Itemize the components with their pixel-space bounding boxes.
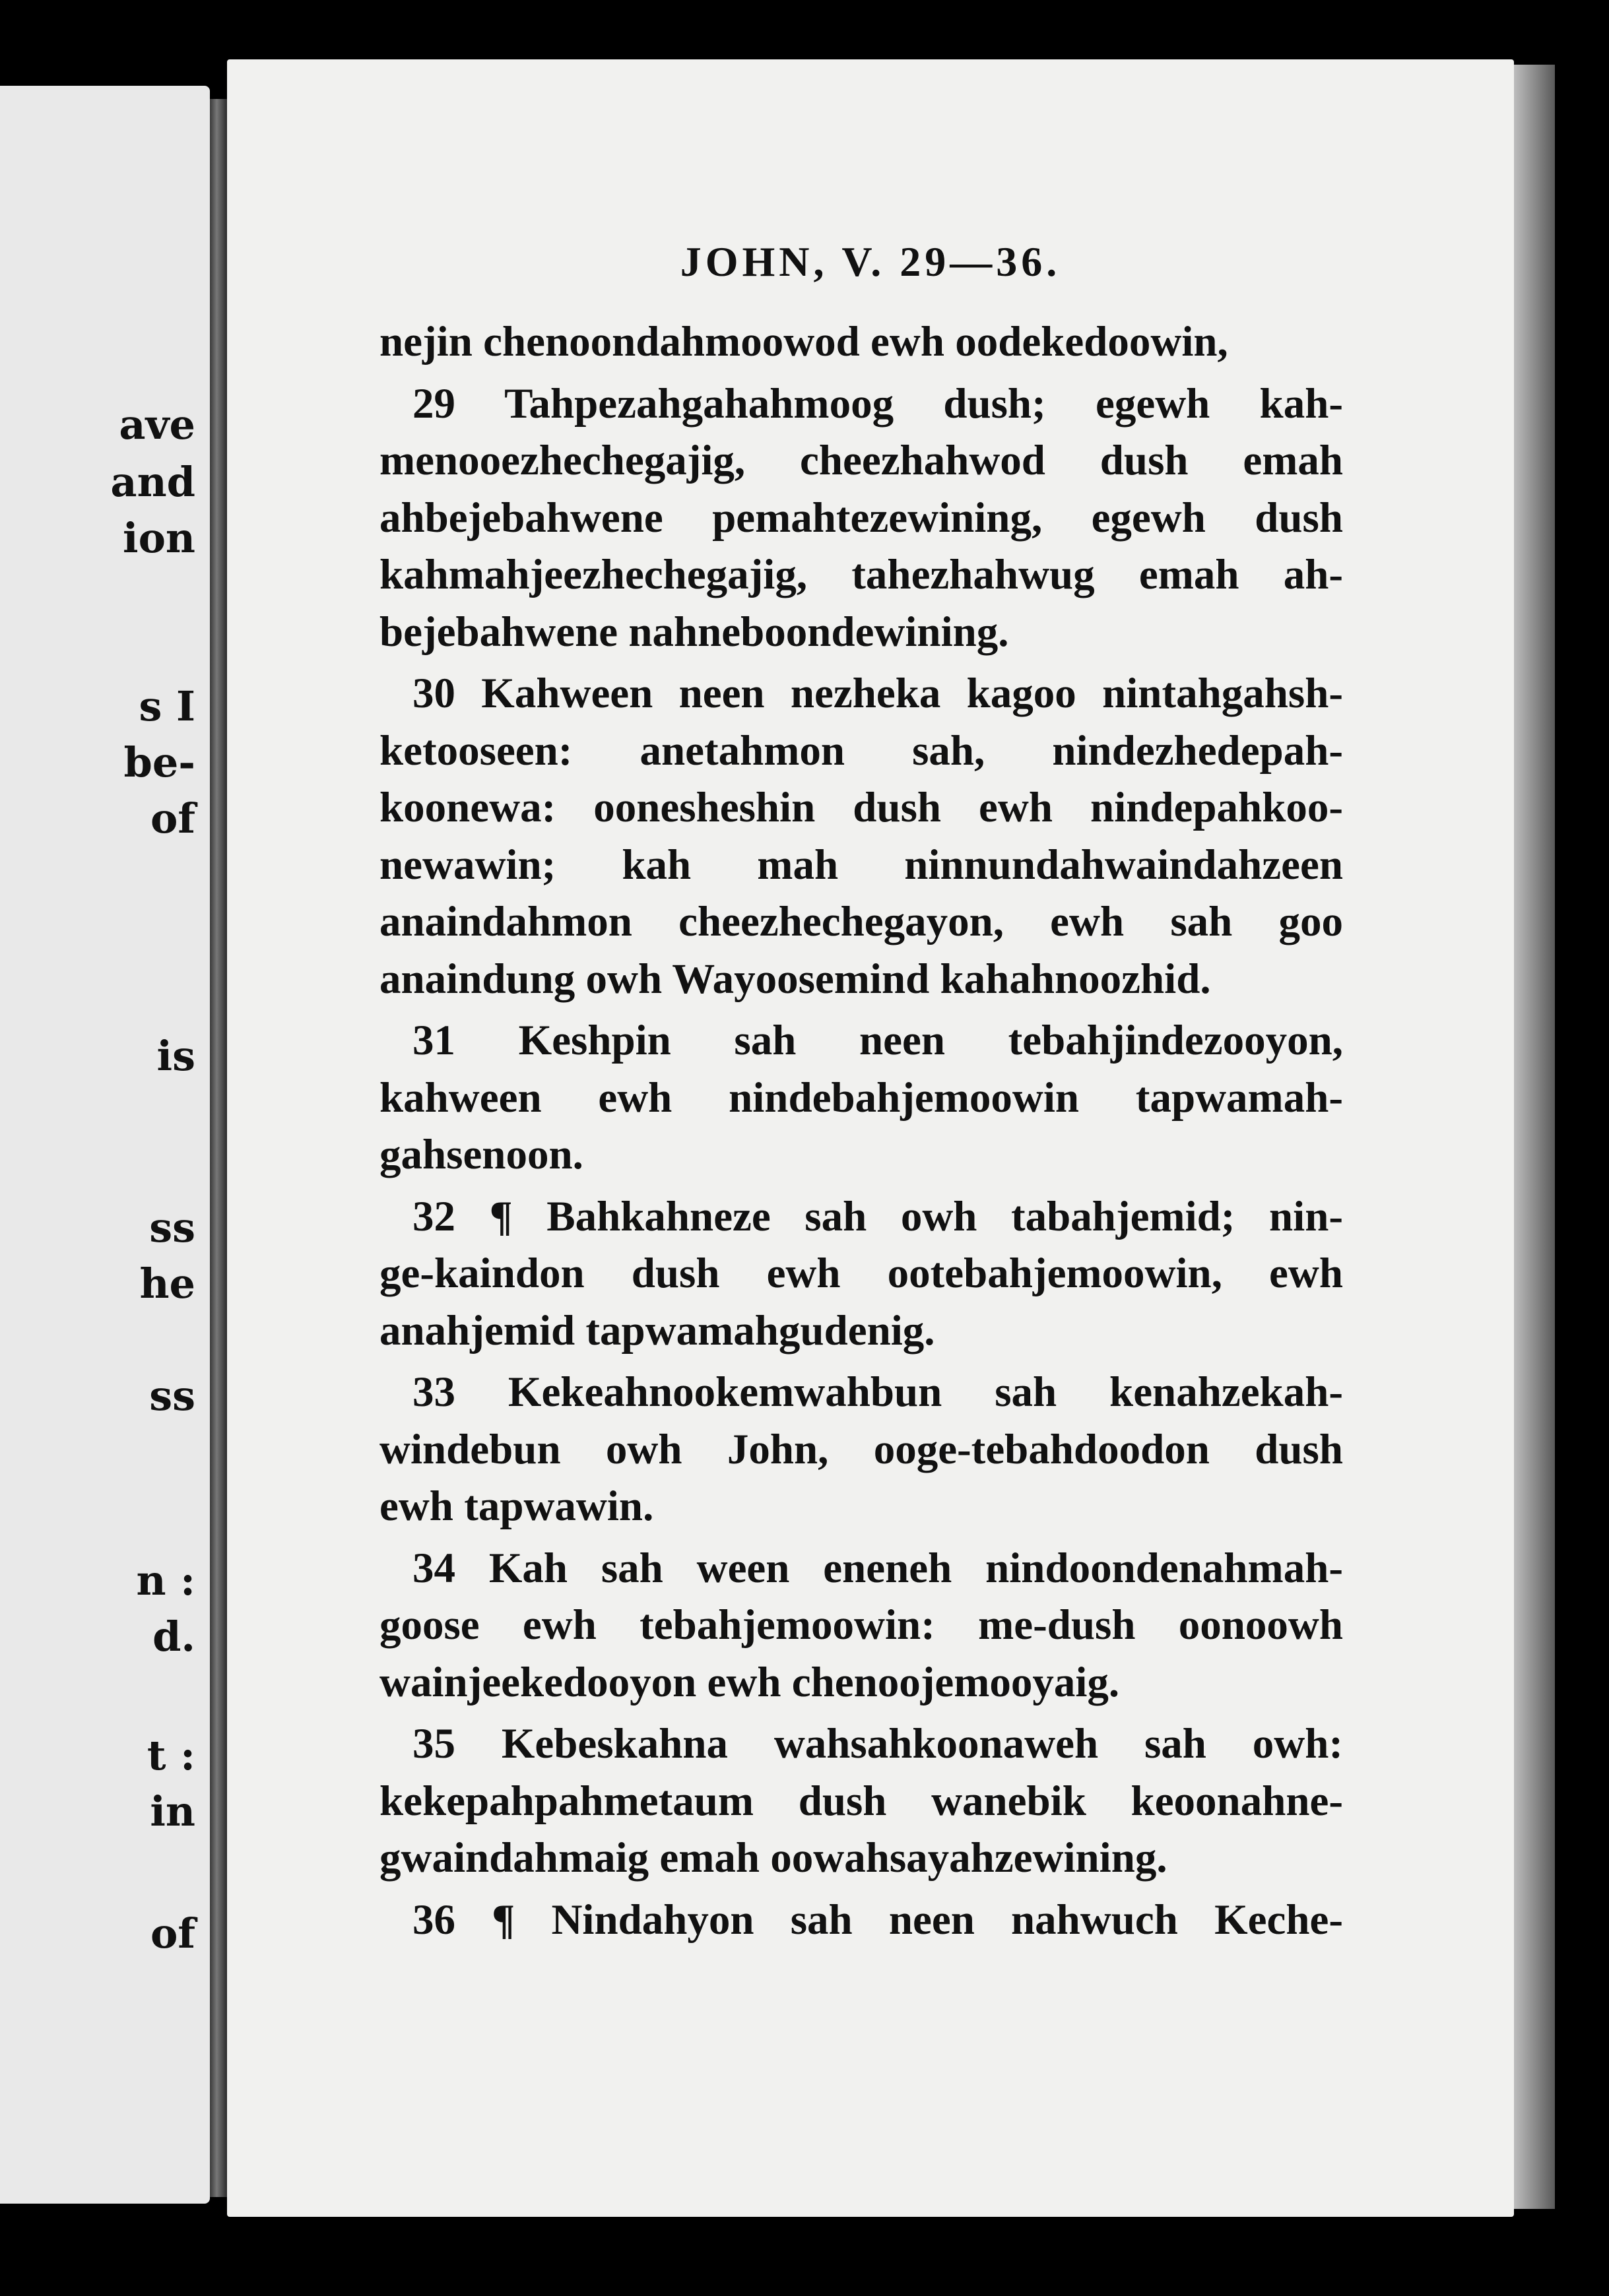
left-fragment: n :	[136, 1556, 195, 1605]
text-line: 31 Keshpin sah neen tebahjindezooyon,	[412, 1017, 1343, 1064]
text-line: kahween ewh nindebahjemoowin tapwamah-	[379, 1073, 1343, 1122]
verse-35	[379, 1715, 1343, 1887]
text-line: anaindung owh Wayoosemind kahahnoozhid.	[379, 955, 1211, 1003]
text-line: kahmahjeezhechegajig, tahezhahwug emah ah-	[379, 551, 1343, 598]
text-line: 35 Kebeskahna wahsahkoonaweh sah owh:	[412, 1720, 1343, 1768]
text-line: gahsenoon.	[379, 1131, 583, 1178]
left-fragment: ss	[149, 1372, 195, 1420]
text-line: gwaindahmaig emah oowahsayahzewining.	[379, 1834, 1167, 1882]
verse-30	[379, 665, 1343, 1007]
paragraph-continuation	[379, 313, 1343, 371]
verse-36	[379, 1892, 1343, 1949]
verse-31	[379, 1012, 1343, 1184]
left-fragment: t :	[147, 1731, 195, 1779]
verse-32	[379, 1188, 1343, 1360]
text-line: windebun owh John, ooge-tebahdoodon dush	[379, 1425, 1343, 1473]
book-gutter	[210, 99, 227, 2197]
text-line: 33 Kekeahnookemwahbun sah kenahzekah-	[412, 1368, 1343, 1416]
page-text	[379, 309, 1343, 1948]
verse-29	[379, 375, 1343, 661]
text-line: kekepahpahmetaum dush wanebik keoonahne-	[379, 1777, 1343, 1825]
text-line: ketooseen: anetahmon sah, nindezhedepah-	[379, 726, 1343, 775]
text-line: ewh tapwawin.	[379, 1483, 654, 1530]
text-line: bejebahwene nahneboondewining.	[379, 608, 1009, 656]
text-line: goose ewh tebahjemoowin: me-dush oonoowh	[379, 1601, 1343, 1649]
text-line: ge-kaindon dush ewh ootebahjemoowin, ewh	[379, 1250, 1343, 1297]
left-fragment: ss	[149, 1203, 195, 1252]
left-fragment: s I	[139, 682, 195, 730]
left-fragment: is	[156, 1032, 195, 1080]
text-line: anaindahmon cheezhechegayon, ewh sah goo	[379, 898, 1343, 945]
left-fragment: of	[150, 794, 195, 843]
text-line: 36 ¶ Nindahyon sah neen nahwuch Keche-	[412, 1896, 1343, 1944]
text-line: koonewa: oonesheshin dush ewh nindepahkoo-	[379, 784, 1343, 831]
text-line: newawin; kah mah ninnundahwaindahzeen	[379, 841, 1343, 889]
left-fragment: in	[150, 1787, 195, 1835]
left-fragment: he	[139, 1260, 195, 1308]
left-fragment: ave	[119, 400, 195, 449]
left-fragment: and	[110, 458, 195, 506]
verse-33	[379, 1364, 1343, 1535]
left-page	[0, 86, 210, 2204]
text-line: 34 Kah sah ween eneneh nindoondenahmah-	[412, 1544, 1343, 1592]
left-fragment: ion	[123, 514, 195, 562]
text-line: anahjemid tapwamahgudenig.	[379, 1306, 935, 1355]
left-fragment: be-	[123, 738, 195, 786]
text-line: wainjeekedooyon ewh chenoojemooyaig.	[379, 1658, 1120, 1706]
left-fragment: of	[150, 1909, 195, 1958]
text-line: menooezhechegajig, cheezhahwod dush emah	[379, 437, 1343, 484]
text-line: ahbejebahwene pemahtezewining, egewh dush	[379, 494, 1343, 542]
text-line: nejin chenoondahmoowod ewh oodekedoowin,	[379, 318, 1228, 366]
text-line: 29 Tahpezahgahahmoog dush; egewh kah-	[412, 379, 1343, 428]
text-line: 30 Kahween neen nezheka kagoo nintahgahsh-	[412, 670, 1343, 717]
left-fragment: d.	[152, 1612, 195, 1661]
running-head: JOHN, V. 29—36.	[680, 238, 1061, 285]
verse-34	[379, 1540, 1343, 1711]
page-edge	[1514, 65, 1555, 2209]
text-line: 32 ¶ Bahkahneze sah owh tabahjemid; nin-	[412, 1192, 1343, 1240]
left-page-text-fragments	[0, 86, 210, 2204]
